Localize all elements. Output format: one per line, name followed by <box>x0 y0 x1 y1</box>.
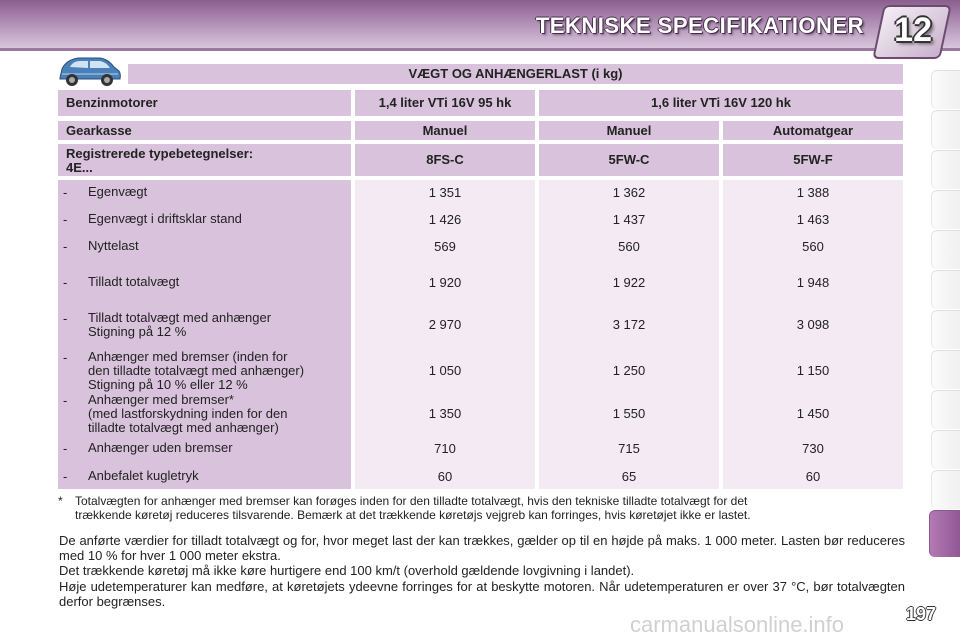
row-value: 1 250 <box>612 363 646 378</box>
page-title: TEKNISKE SPECIFIKATIONER <box>535 13 864 38</box>
gearbox-2: Manuel <box>539 121 719 140</box>
chapter-tabs <box>928 70 960 570</box>
row-value: 60 <box>805 469 821 484</box>
row-value: 1 362 <box>612 185 646 200</box>
chapter-number: 12 <box>894 11 932 49</box>
row-dash: - <box>63 350 68 365</box>
paragraph-altitude: De anførte værdier for tilladt totalvægt og for, hvor meget last der kan trækkes, gælder op til en højde på maks. 1 000 meter. Lasten bør reduceres med 10 % for hver 1 000 meter ekstra. <box>59 533 905 563</box>
row-value: 1 450 <box>796 406 830 421</box>
paragraph-speed: Det trækkende køretøj må ikke køre hurtigere end 100 km/t (overhold gældende lovgivning i landet). <box>59 563 635 578</box>
chapter-tab[interactable] <box>931 470 960 509</box>
row-value: 1 350 <box>428 406 462 421</box>
type-2: 5FW-C <box>539 144 719 176</box>
row-value: 1 550 <box>612 406 646 421</box>
chapter-tab[interactable] <box>931 310 960 349</box>
gearbox-label: Gearkasse <box>58 121 351 140</box>
row-value: 730 <box>802 441 824 456</box>
row-label: Tilladt totalvægt <box>88 274 180 289</box>
row-value: 65 <box>621 469 637 484</box>
car-icon <box>56 54 122 88</box>
row-label: Nyttelast <box>88 238 139 253</box>
type-3: 5FW-F <box>723 144 903 176</box>
row-label-line: den tilladte totalvægt med anhænger) <box>88 363 305 378</box>
row-label-line: Anhænger med bremser* <box>88 392 234 407</box>
row-value: 560 <box>618 239 640 254</box>
table-title: VÆGT OG ANHÆNGERLAST (i kg) <box>128 64 903 84</box>
footnote-line-1: Totalvægten for anhænger med bremser kan forøges inden for den tilladte totalvægt, hvis den tekniske tilladte totalvægt for det <box>75 494 748 508</box>
page-number: 197 <box>905 604 936 624</box>
row-dash: - <box>63 212 68 227</box>
row-value: 1 351 <box>428 185 462 200</box>
row-label-line: Stigning på 12 % <box>88 324 187 339</box>
row-value: 3 172 <box>612 317 646 332</box>
row-value: 1 463 <box>796 212 830 227</box>
chapter-tab[interactable] <box>931 150 960 189</box>
row-label-line: tilladte totalvægt med anhænger) <box>88 420 279 435</box>
row-label <box>88 393 287 435</box>
row-label <box>88 311 271 339</box>
footnote-marker: * <box>58 494 63 508</box>
row-value: 1 150 <box>796 363 830 378</box>
row-label: Egenvægt i driftsklar stand <box>88 211 242 226</box>
chapter-tab[interactable] <box>931 230 960 269</box>
header-divider <box>0 48 960 51</box>
gearbox-3: Automatgear <box>723 121 903 140</box>
row-value: 1 920 <box>428 275 462 290</box>
gearbox-1: Manuel <box>355 121 535 140</box>
row-label-line: Anhænger med bremser (inden for <box>88 349 288 364</box>
chapter-tab[interactable] <box>931 390 960 429</box>
chapter-tab[interactable] <box>931 430 960 469</box>
type-label <box>58 144 351 176</box>
row-dash: - <box>63 275 68 290</box>
row-dash: - <box>63 311 68 326</box>
row-dash: - <box>63 185 68 200</box>
row-value: 1 050 <box>428 363 462 378</box>
footnote-line-2: trækkende køretøj reduceres tilsvarende. Bemærk at det trækkende køretøjs vejgreb kan forringes, hvis køretøjet ikke er lastet. <box>75 508 751 522</box>
chapter-tab[interactable] <box>931 70 960 109</box>
row-value: 1 426 <box>428 212 462 227</box>
row-value: 1 948 <box>796 275 830 290</box>
row-value: 710 <box>434 441 456 456</box>
row-label-line: Stigning på 10 % eller 12 % <box>88 377 248 392</box>
row-value: 1 922 <box>612 275 646 290</box>
row-label-line: (med lastforskydning inden for den <box>88 406 288 421</box>
row-value: 569 <box>434 239 456 254</box>
watermark: carmanualsonline.info <box>630 612 845 637</box>
row-value: 1 388 <box>796 185 830 200</box>
paragraph-temperature: Høje udetemperaturer kan medføre, at køretøjets ydeevne forringes for at beskytte motoren. Når udetemperaturen er over 37 °C, bør totalvægten derfor begrænses. <box>59 579 905 609</box>
row-dash: - <box>63 469 68 484</box>
chapter-tab[interactable] <box>931 190 960 229</box>
engine-2: 1,6 liter VTi 16V 120 hk <box>539 90 903 116</box>
row-value: 3 098 <box>796 317 830 332</box>
row-label <box>88 350 304 392</box>
row-label: Egenvægt <box>88 184 148 199</box>
type-label-line-2: 4E... <box>66 160 93 175</box>
row-dash: - <box>63 393 68 408</box>
engine-label: Benzinmotorer <box>58 90 351 116</box>
row-dash: - <box>63 239 68 254</box>
row-label-line: Tilladt totalvægt med anhænger <box>88 310 272 325</box>
engine-1: 1,4 liter VTi 16V 95 hk <box>355 90 535 116</box>
chapter-tab[interactable] <box>931 270 960 309</box>
row-value: 2 970 <box>428 317 462 332</box>
row-value: 60 <box>437 469 453 484</box>
row-value: 1 437 <box>612 212 646 227</box>
row-label: Anhænger uden bremser <box>88 440 233 455</box>
chapter-tab-active[interactable] <box>929 510 960 557</box>
row-value: 715 <box>618 441 640 456</box>
chapter-tab[interactable] <box>931 110 960 149</box>
row-value: 560 <box>802 239 824 254</box>
type-1: 8FS-C <box>355 144 535 176</box>
type-label-line-1: Registrerede typebetegnelser: <box>66 146 254 161</box>
row-label: Anbefalet kugletryk <box>88 468 199 483</box>
row-dash: - <box>63 441 68 456</box>
chapter-tab[interactable] <box>931 350 960 389</box>
